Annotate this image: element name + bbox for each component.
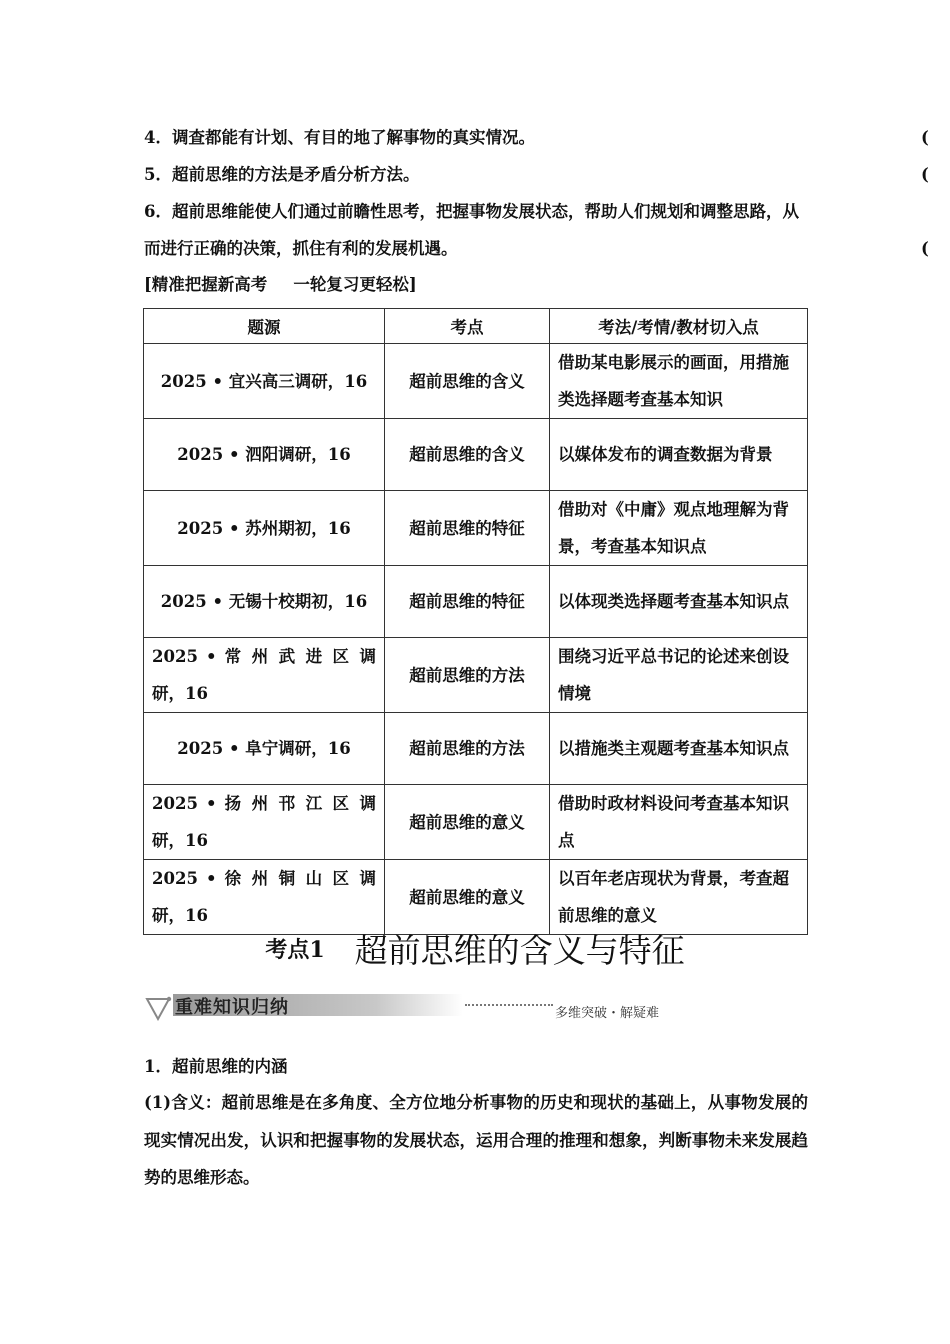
table-header-row [144,309,808,344]
cell-source-line1: 2025 • 徐 州 铜 山 区 调 [152,869,376,888]
exam-source-table [143,308,808,935]
banner-title: 重难知识归纳 [175,997,289,1018]
kaodian-title: 超前思维的含义与特征 [354,931,685,970]
cell-source-line1: 2025 • 常 州 武 进 区 调 [152,647,376,666]
cell-source-line2: 研，16 [152,831,208,850]
cell-source-line2: 研，16 [152,906,208,925]
cell-source-line2: 研，16 [152,684,208,703]
cell-point: 超前思维的特征 [385,491,550,566]
banner-subtitle: 多维突破・解疑难 [555,1006,660,1021]
header-method: 考法/考情/教材切入点 [550,309,808,344]
definition-paragraph: (1)含义：超前思维是在多角度、全方位地分析事物的历史和现状的基础上，从事物发展的现实情况出发，认识和把握事物的发展状态，运用合理的推理和想象，判断事物未来发展趋势的思维形态。 [144,1093,808,1187]
cell-source [144,860,385,935]
section-heading [144,271,417,299]
cell-point: 超前思维的意义 [385,785,550,860]
banner-dotted-line [465,1004,553,1006]
cell-method: 围绕习近平总书记的论述来创设情境 [550,638,808,713]
table-row [144,566,808,638]
cell-source [144,785,385,860]
table-row [144,638,808,713]
cell-point: 超前思维的意义 [385,860,550,935]
section-heading-part2: 一轮复习更轻松] [293,275,417,294]
cell-source-line1: 2025 • 扬 州 邗 江 区 调 [152,794,376,813]
answer-paren-4: ( [921,128,929,147]
table-row [144,344,808,419]
section-heading-part1: [精准把握新高考 [144,275,268,294]
header-source: 题源 [144,309,385,344]
statement-6: 6．超前思维能使人们通过前瞻性思考，把握事物发展状态，帮助人们规划和调整思路，从而进行正确的决策，抓住有利的发展机遇。 [144,202,799,258]
table-row [144,491,808,566]
cell-source: 2025 • 泗阳调研，16 [144,419,385,491]
cell-method: 借助时政材料设问考查基本知识点 [550,785,808,860]
statement-4: 4．调查都能有计划、有目的地了解事物的真实情况。 [144,128,535,147]
cell-source [144,638,385,713]
table-row [144,860,808,935]
cell-method: 以媒体发布的调查数据为背景 [550,419,808,491]
cell-source: 2025 • 无锡十校期初，16 [144,566,385,638]
cell-method: 以体现类选择题考查基本知识点 [550,566,808,638]
cell-point: 超前思维的含义 [385,419,550,491]
triangle-marker-icon [145,995,173,1021]
cell-source: 2025 • 苏州期初，16 [144,491,385,566]
sub-heading: 1．超前思维的内涵 [144,1057,288,1076]
cell-point: 超前思维的特征 [385,566,550,638]
table-row [144,419,808,491]
table-row [144,713,808,785]
cell-method: 借助某电影展示的画面，用措施类选择题考查基本知识 [550,344,808,419]
statement-5: 5．超前思维的方法是矛盾分析方法。 [144,165,420,184]
knowledge-banner [145,990,660,1030]
cell-source: 2025 • 阜宁调研，16 [144,713,385,785]
kaodian-heading [0,925,950,973]
table-row [144,785,808,860]
cell-method: 以百年老店现状为背景，考查超前思维的意义 [550,860,808,935]
answer-paren-5: ( [921,165,929,184]
cell-point: 超前思维的方法 [385,638,550,713]
cell-method: 借助对《中庸》观点地理解为背景，考查基本知识点 [550,491,808,566]
cell-point: 超前思维的含义 [385,344,550,419]
cell-method: 以措施类主观题考查基本知识点 [550,713,808,785]
header-point: 考点 [385,309,550,344]
answer-paren-6: ( [921,239,929,258]
cell-source: 2025 • 宜兴高三调研，16 [144,344,385,419]
cell-point: 超前思维的方法 [385,713,550,785]
kaodian-label: 考点1 [265,937,325,963]
